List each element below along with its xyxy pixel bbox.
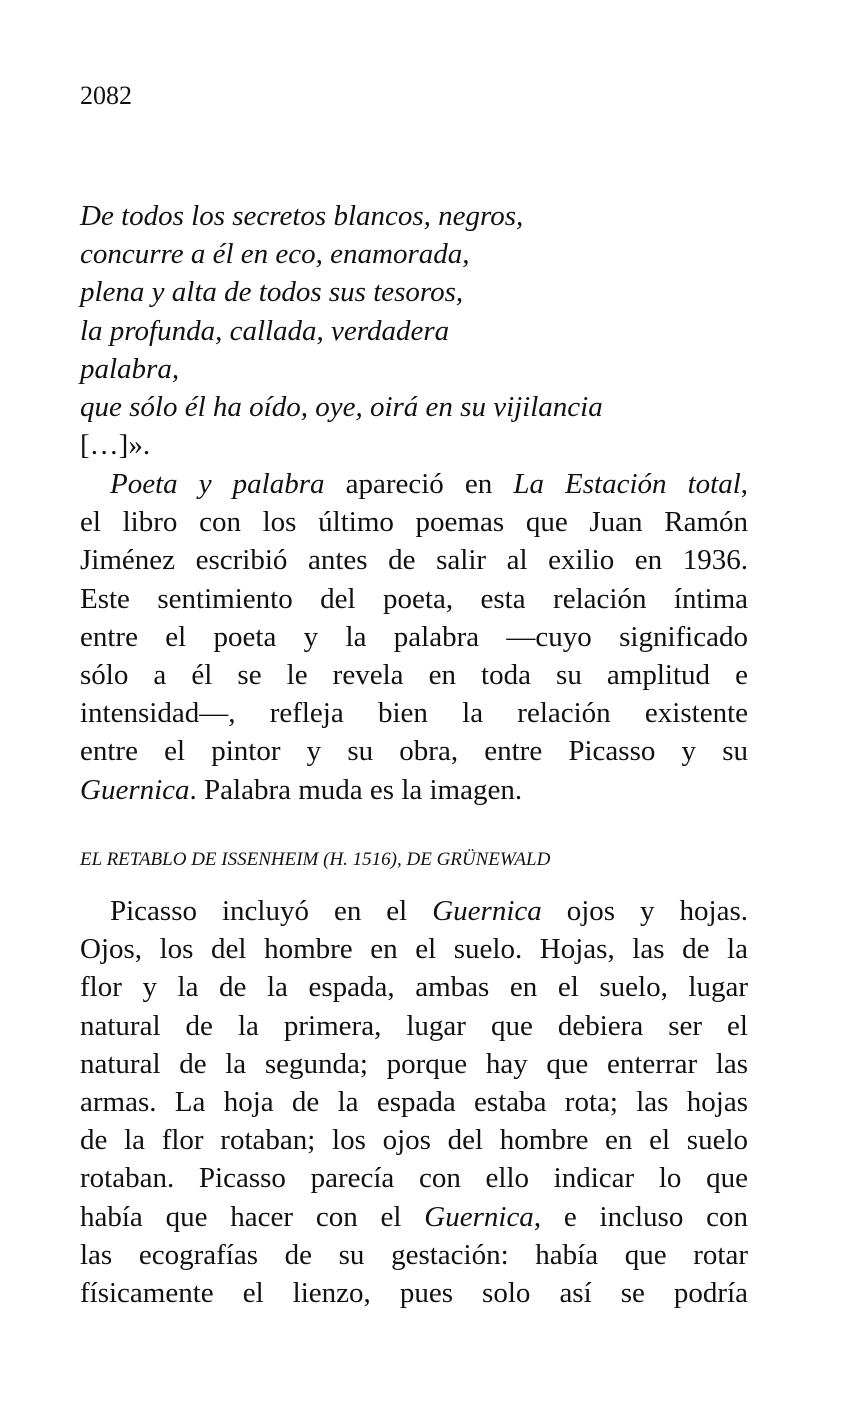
book-title: Poeta y palabra (110, 468, 325, 500)
poem-line: concurre a él en eco, enamorada, (80, 238, 470, 271)
paragraph-line (80, 1198, 748, 1236)
paragraph-line: el libro con los último poemas que Juan Ramón (80, 506, 748, 539)
paragraph-line: intensidad—, refleja bien la relación existente (80, 697, 748, 730)
text-run: Picasso incluyó en el (110, 895, 433, 927)
paragraph-line (80, 892, 748, 930)
poem-line: que sólo él ha oído, oye, oirá en su vijilancia (80, 391, 603, 424)
paragraph-line: armas. La hoja de la espada estaba rota; las hojas (80, 1085, 748, 1118)
paragraph-line (80, 771, 748, 809)
artwork-title: Guernica (80, 773, 190, 806)
paragraph-line: rotaban. Picasso parecía con ello indicar lo que (80, 1162, 748, 1195)
paragraph-line: Jiménez escribió antes de salir al exilio en 1936. (80, 544, 748, 577)
paragraph-line: físicamente el lienzo, pues solo así se podría (80, 1276, 748, 1309)
poem-closing: […]». (80, 429, 151, 462)
paragraph-line: natural de la primera, lugar que debiera ser el (80, 1009, 748, 1042)
paragraph-line: flor y la de la espada, ambas en el suelo, lugar (80, 971, 748, 1004)
poem-line: De todos los secretos blancos, negros, (80, 200, 524, 232)
paragraph-guernica (80, 892, 748, 1312)
poem-line: plena y alta de todos sus tesoros, (80, 276, 464, 309)
paragraph-line: de la flor rotaban; los ojos del hombre en el suelo (80, 1124, 748, 1157)
text-run: ojos y hojas. (541, 895, 748, 927)
artwork-title: Guernica (432, 895, 542, 927)
text-run: , (740, 468, 748, 500)
paragraph-line: Ojos, los del hombre en el suelo. Hojas, las de la (80, 933, 748, 966)
paragraph-line: natural de la segunda; porque hay que enterrar las (80, 1047, 748, 1080)
poem-line: la profunda, callada, verdadera (80, 314, 450, 347)
artwork-title: Guernica (424, 1200, 534, 1233)
text-run: apareció en (324, 468, 514, 500)
paragraph-line: las ecografías de su gestación: había que rotar (80, 1238, 748, 1271)
paragraph-line: entre el pintor y su obra, entre Picasso y su (80, 735, 748, 768)
paragraph-line: sólo a él se le revela en toda su amplitud e (80, 658, 748, 691)
poem-quote (80, 197, 748, 464)
text-run: había que hacer con el (80, 1200, 425, 1233)
section-heading: EL RETABLO DE ISSENHEIM (H. 1516), DE GRÜNEWALD (80, 849, 551, 870)
paragraph-line: entre el poeta y la palabra —cuyo significado (80, 620, 748, 653)
book-title: La Estación total (513, 468, 741, 500)
paragraph-poeta-y-palabra (80, 465, 748, 809)
text-run: . Palabra muda es la imagen. (189, 773, 523, 806)
text-run: , e incluso con (533, 1200, 748, 1233)
paragraph-line (80, 465, 748, 503)
poem-line: palabra, (80, 352, 180, 385)
page-number: 2082 (80, 81, 132, 110)
paragraph-line: Este sentimiento del poeta, esta relación íntima (80, 582, 748, 615)
